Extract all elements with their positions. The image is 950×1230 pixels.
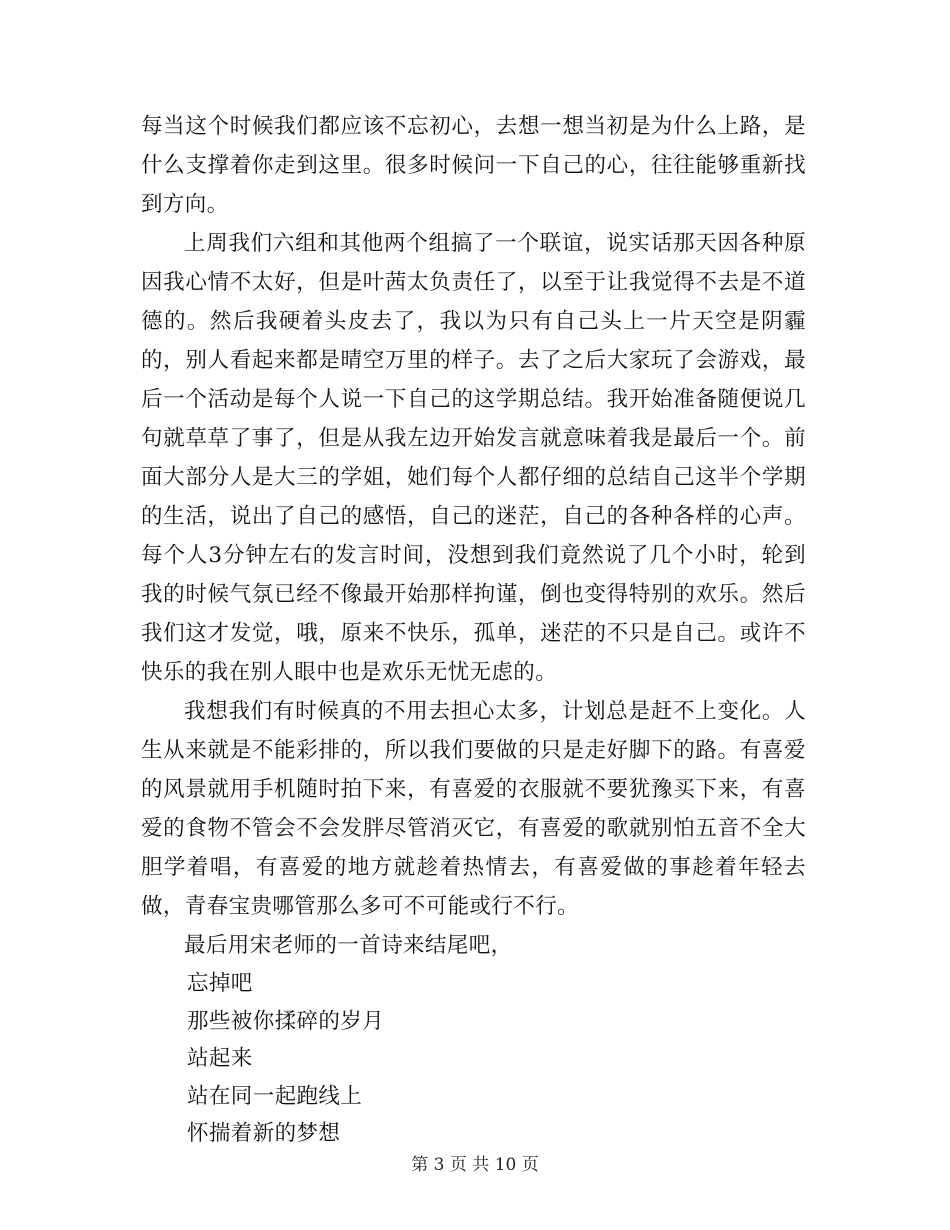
paragraph-mixer-story: 上周我们六组和其他两个组搞了一个联谊，说实话那天因各种原因我心情不太好，但是叶茜太负责任了，以至于让我觉得不去是不道德的。然后我硬着头皮去了，我以为只有自己头上一片天空是阴霾的，别人看起来都是晴空万里的样子。去了之后大家玩了会游戏，最后一个活动是每个人说一下自己的这学期总结。我开始准备随便说几句就草草了事了，但是从我左边开始发言就意味着我是最后一个。前面大部分人是大三的学姐，她们每个人都仔细的总结自己这半个学期的生活，说出了自己的感悟，自己的迷茫，自己的各种各样的心声。每个人3分钟左右的发言时间，没想到我们竟然说了几个小时，轮到我的时候气氛已经不像最开始那样拘谨，倒也变得特别的欢乐。然后我们这才发觉，哦，原来不快乐，孤单，迷茫的不只是自己。或许不快乐的我在别人眼中也是欢乐无忧无虑的。	[141, 231, 806, 685]
poem-line: 站在同一起跑线上	[187, 1083, 363, 1109]
page-footer	[0, 1153, 950, 1177]
poem	[141, 965, 806, 1153]
document-body	[141, 107, 806, 1153]
poem-line: 怀揣着新的梦想	[187, 1121, 341, 1146]
page-number-label: 第 3 页 共 10 页	[411, 1155, 539, 1175]
paragraph-poem-intro: 最后用宋老师的一首诗来结尾吧，	[184, 933, 513, 958]
paragraph-continuation: 每当这个时候我们都应该不忘初心，去想一想当初是为什么上路，是什么支撑着你走到这里。很多时候问一下自己的心，往往能够重新找到方向。	[141, 114, 806, 217]
poem-line: 忘掉吧	[187, 971, 253, 996]
paragraph-reflection: 我想我们有时候真的不用去担心太多，计划总是赶不上变化。人生从来就是不能彩排的，所以我们要做的只是走好脚下的路。有喜爱的风景就用手机随时拍下来，有喜爱的衣服就不要犹豫买下来，有喜爱的食物不管会不会发胖尽管消灭它，有喜爱的歌就别怕五音不全大胆学着唱，有喜爱的地方就趁着热情去，有喜爱做的事趁着年轻去做，青春宝贵哪管那么多可不可能或行不行。	[141, 699, 806, 919]
poem-line: 站起来	[187, 1046, 253, 1071]
poem-line: 那些被你揉碎的岁月	[187, 1008, 385, 1034]
